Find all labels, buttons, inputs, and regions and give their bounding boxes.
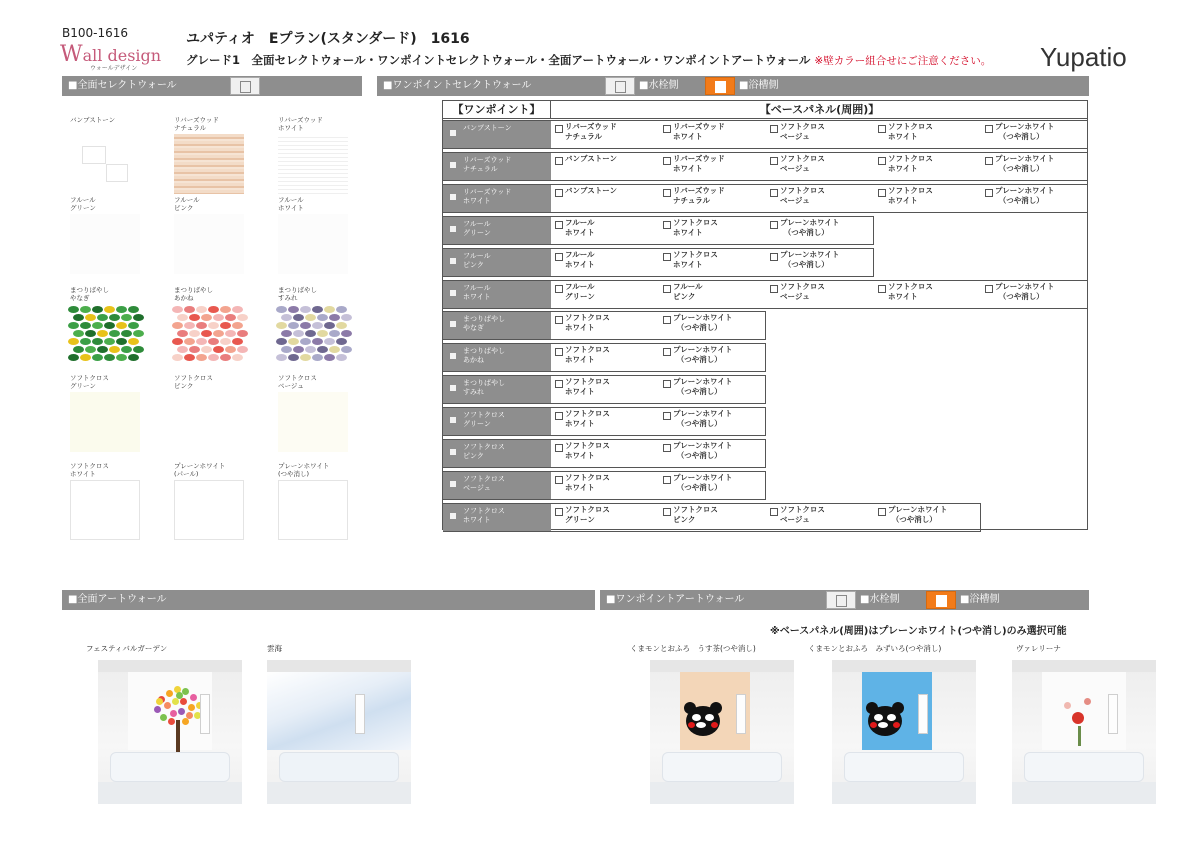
art-label-kumamon-blue: くまモンとおふろ みずいろ(つや消し) — [808, 644, 942, 653]
room-image-festival-garden — [98, 660, 242, 804]
base-panel-option[interactable]: プレーンホワイト （つや消し） — [981, 186, 1088, 213]
room-image-unkai — [267, 660, 411, 804]
logo-text: all design — [82, 46, 162, 65]
base-panel-option[interactable]: ソフトクロス ベージュ — [766, 122, 873, 149]
kumamon-icon — [866, 702, 904, 738]
base-panel-option[interactable]: バンブストーン — [551, 186, 658, 213]
leaf-dot — [154, 706, 161, 713]
swatch-label: フルール グリーン — [70, 196, 96, 212]
art-tub-side-icon — [926, 591, 956, 609]
base-panel-option[interactable]: リバーズウッド ホワイト — [659, 154, 766, 181]
table-row — [443, 343, 766, 372]
table-row — [443, 120, 1088, 149]
swatch-sample — [278, 392, 348, 452]
swatch-sample — [174, 214, 244, 274]
swatch-sample — [70, 134, 140, 194]
onepoint-option[interactable]: ソフトクロス グリーン — [443, 408, 551, 435]
room-image-kumamon-brown — [650, 660, 794, 804]
swatch-sample — [70, 214, 140, 274]
onepoint-option[interactable]: バンブストーン — [443, 121, 551, 148]
document-code: B100-1616 — [62, 26, 129, 40]
swatch-label: プレーンホワイト (パール) — [174, 462, 226, 478]
swatch-label: まつりばやし すみれ — [278, 286, 317, 302]
base-panel-option[interactable]: プレーンホワイト （つや消し） — [659, 473, 766, 500]
leaf-dot — [182, 718, 189, 725]
art-label-unkai: 雲海 — [267, 644, 282, 653]
leaf-dot — [170, 710, 177, 717]
section-bar-onepoint-select — [377, 76, 1089, 96]
table-row — [443, 471, 766, 500]
leaf-dot — [180, 698, 187, 705]
table-row — [443, 311, 766, 340]
base-panel-option[interactable]: フルール ホワイト — [551, 218, 658, 245]
leaf-dot — [190, 694, 197, 701]
base-panel-option[interactable]: バンブストーン — [551, 154, 658, 181]
base-panel-option[interactable]: ソフトクロス ホワイト — [874, 282, 981, 309]
base-panel-option[interactable]: ソフトクロス ホワイト — [551, 473, 658, 500]
section-title-full-select: ■全面セレクトウォール — [68, 80, 177, 91]
swatch-sample — [278, 214, 348, 274]
swatch-sample — [70, 304, 140, 364]
leaf-dot — [188, 704, 195, 711]
leaf-dot — [178, 708, 185, 715]
swatch-label: ソフトクロス ホワイト — [70, 462, 109, 478]
wall-position-icon — [230, 77, 260, 95]
leaf-dot — [164, 702, 171, 709]
table-row — [443, 503, 981, 532]
base-panel-option[interactable]: ソフトクロス ベージュ — [766, 282, 873, 309]
swatch-sample — [278, 304, 348, 364]
onepoint-option[interactable]: フルール ホワイト — [443, 281, 551, 308]
swatch-label: バンブストーン — [70, 116, 116, 124]
onepoint-option[interactable]: まつりばやし やなぎ — [443, 312, 551, 339]
onepoint-option[interactable]: フルール ピンク — [443, 249, 551, 276]
base-panel-option[interactable]: プレーンホワイト （つや消し） — [659, 377, 766, 404]
swatch-label: ソフトクロス グリーン — [70, 374, 109, 390]
onepoint-option[interactable]: リバーズウッド ナチュラル — [443, 153, 551, 180]
art-faucet-side-icon — [826, 591, 856, 609]
swatch-sample — [278, 134, 348, 194]
base-panel-header: 【ベースパネル(周囲)】 — [551, 101, 1088, 119]
swatch-label: ソフトクロス ベージュ — [278, 374, 317, 390]
base-panel-option[interactable]: ソフトクロス ホワイト — [551, 377, 658, 404]
section-bar-full-select — [62, 76, 362, 96]
base-panel-option[interactable]: ソフトクロス ホワイト — [659, 218, 766, 245]
room-image-valerina — [1012, 660, 1156, 804]
swatch-label: まつりばやし やなぎ — [70, 286, 109, 302]
logo-initial: W — [60, 42, 83, 67]
base-panel-option[interactable]: リバーズウッド ナチュラル — [659, 186, 766, 213]
onepoint-header: 【ワンポイント】 — [443, 101, 551, 119]
base-panel-option[interactable]: プレーンホワイト （つや消し） — [874, 505, 981, 532]
base-panel-option[interactable]: プレーンホワイト （つや消し） — [659, 441, 766, 468]
swatch-label: ソフトクロス ピンク — [174, 374, 213, 390]
leaf-dot — [156, 698, 163, 705]
combination-table — [442, 100, 1088, 530]
art-faucet-side-label: ■水栓側 — [860, 594, 900, 605]
table-row — [443, 407, 766, 436]
base-panel-option[interactable]: リバーズウッド ナチュラル — [551, 122, 658, 149]
brand-name: Yupatio — [1040, 42, 1127, 72]
room-image-kumamon-blue — [832, 660, 976, 804]
table-row — [443, 248, 874, 277]
art-label-kumamon-brown: くまモンとおふろ うす茶(つや消し) — [630, 644, 756, 653]
section-bar-full-art — [62, 590, 595, 610]
section-title-onepoint-select: ■ワンポイントセレクトウォール — [383, 80, 532, 91]
table-row — [443, 280, 1088, 309]
swatch-label: フルール ホワイト — [278, 196, 304, 212]
art-label-valerina: ヴァレリーナ — [1016, 644, 1061, 653]
onepoint-option[interactable]: ソフトクロス ホワイト — [443, 504, 551, 531]
faucet-side-label: ■水栓側 — [639, 80, 679, 91]
swatch-label: プレーンホワイト (つや消し) — [278, 462, 330, 478]
leaf-dot — [160, 714, 167, 721]
onepoint-option[interactable]: ソフトクロス ベージュ — [443, 472, 551, 499]
onepoint-option[interactable]: ソフトクロス ピンク — [443, 440, 551, 467]
leaf-dot — [172, 698, 179, 705]
base-panel-option[interactable]: ソフトクロス グリーン — [551, 505, 658, 532]
base-panel-note: ※ベースパネル(周囲)はプレーンホワイト(つや消し)のみ選択可能 — [770, 626, 1067, 637]
page-subtitle — [186, 52, 991, 68]
base-panel-option[interactable]: ソフトクロス ベージュ — [766, 154, 873, 181]
table-row — [443, 375, 766, 404]
base-panel-option[interactable]: リバーズウッド ホワイト — [659, 122, 766, 149]
section-title-full-art: ■全面アートウォール — [68, 594, 167, 605]
table-row — [443, 439, 766, 468]
section-title-onepoint-art: ■ワンポイントアートウォール — [606, 594, 745, 605]
base-panel-option[interactable]: ソフトクロス ホワイト — [551, 409, 658, 436]
base-panel-option[interactable]: フルール グリーン — [551, 282, 658, 309]
base-panel-option[interactable]: フルール ピンク — [659, 282, 766, 309]
base-panel-option[interactable]: プレーンホワイト （つや消し） — [981, 282, 1088, 309]
flower-icon — [1072, 712, 1084, 724]
swatch-label: まつりばやし あかね — [174, 286, 213, 302]
base-panel-option[interactable]: ソフトクロス ホワイト — [874, 122, 981, 149]
logo-subtext: ウォールデザイン — [90, 65, 138, 72]
kumamon-icon — [684, 702, 722, 738]
onepoint-option[interactable]: まつりばやし すみれ — [443, 376, 551, 403]
base-panel-option[interactable]: プレーンホワイト （つや消し） — [981, 122, 1088, 149]
table-row — [443, 216, 874, 245]
tree-icon — [176, 720, 180, 752]
base-panel-option[interactable]: フルール ホワイト — [551, 250, 658, 277]
swatch-sample — [278, 480, 348, 540]
swatch-sample — [174, 134, 244, 194]
swatch-sample — [70, 480, 140, 540]
base-panel-option[interactable]: プレーンホワイト （つや消し） — [766, 250, 873, 277]
base-panel-option[interactable]: プレーンホワイト （つや消し） — [659, 313, 766, 340]
onepoint-option[interactable]: まつりばやし あかね — [443, 344, 551, 371]
art-label-festival-garden: フェスティバルガーデン — [86, 644, 168, 653]
art-tub-side-label: ■浴槽側 — [960, 594, 1000, 605]
base-panel-option[interactable]: ソフトクロス ベージュ — [766, 186, 873, 213]
tub-side-icon — [705, 77, 735, 95]
faucet-side-icon — [605, 77, 635, 95]
base-panel-option[interactable]: ソフトクロス ホワイト — [551, 313, 658, 340]
wall-design-logo — [60, 42, 168, 72]
base-panel-option[interactable]: ソフトクロス ホワイト — [659, 250, 766, 277]
swatch-sample — [70, 392, 140, 452]
onepoint-option[interactable]: フルール グリーン — [443, 217, 551, 244]
swatch-label: リバーズウッド ナチュラル — [174, 116, 219, 132]
subtitle-text: グレード1 全面セレクトウォール・ワンポイントセレクトウォール・全面アートウォール・ワンポイントアートウォール — [186, 53, 811, 67]
leaf-dot — [176, 692, 183, 699]
table-row — [443, 184, 1088, 213]
swatch-label: リバーズウッド ホワイト — [278, 116, 323, 132]
base-panel-option[interactable]: プレーンホワイト （つや消し） — [766, 218, 873, 245]
base-panel-option[interactable]: プレーンホワイト （つや消し） — [981, 154, 1088, 181]
swatch-sample — [174, 392, 244, 452]
swatch-label: フルール ピンク — [174, 196, 200, 212]
color-warning: ※壁カラー組合せにご注意ください。 — [814, 55, 992, 67]
table-row — [443, 152, 1088, 181]
base-panel-option[interactable]: プレーンホワイト （つや消し） — [659, 409, 766, 436]
leaf-dot — [182, 688, 189, 695]
tub-side-label: ■浴槽側 — [739, 80, 779, 91]
base-panel-option[interactable]: ソフトクロス ホワイト — [551, 441, 658, 468]
base-panel-option[interactable]: ソフトクロス ピンク — [659, 505, 766, 532]
onepoint-option[interactable]: リバーズウッド ホワイト — [443, 185, 551, 212]
swatch-sample — [174, 304, 244, 364]
base-panel-option[interactable]: プレーンホワイト （つや消し） — [659, 345, 766, 372]
swatch-sample — [174, 480, 244, 540]
base-panel-option[interactable]: ソフトクロス ホワイト — [874, 154, 981, 181]
base-panel-option[interactable]: ソフトクロス ホワイト — [874, 186, 981, 213]
section-bar-onepoint-art — [600, 590, 1089, 610]
base-panel-option[interactable]: ソフトクロス ホワイト — [551, 345, 658, 372]
leaf-dot — [168, 718, 175, 725]
leaf-dot — [166, 690, 173, 697]
base-panel-option[interactable]: ソフトクロス ベージュ — [766, 505, 873, 532]
page-title: ユパティオ Eプラン(スタンダード) 1616 — [186, 31, 470, 47]
